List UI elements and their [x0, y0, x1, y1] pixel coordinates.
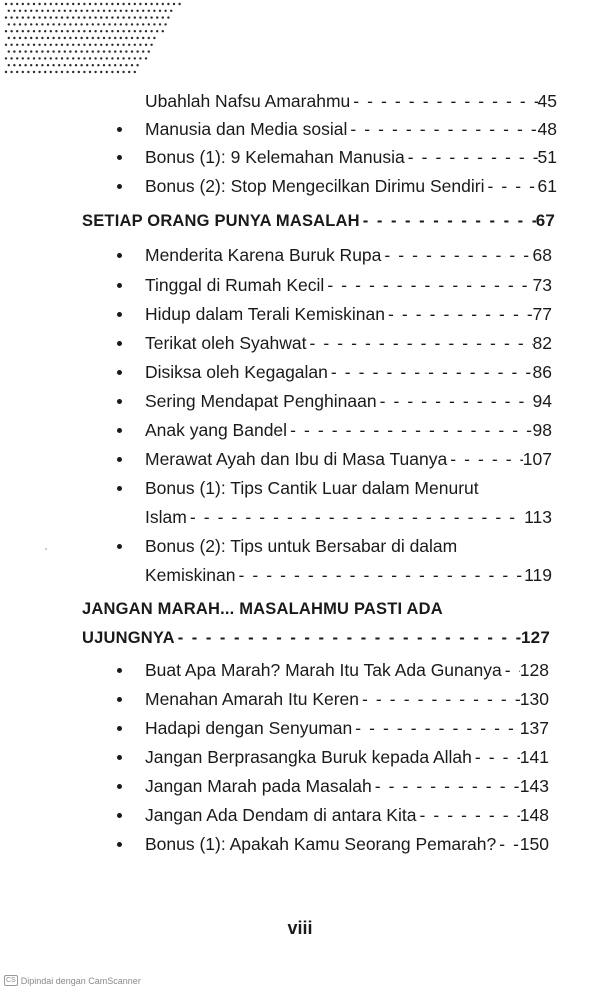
toc-entry-title: Tinggal di Rumah Kecil [145, 275, 325, 295]
toc-entry-title: Bonus (1): Apakah Kamu Seorang Pemarah? [145, 834, 497, 854]
bullet-icon [117, 127, 122, 132]
section-heading[interactable] [82, 210, 555, 232]
toc-entry-title: Terikat oleh Syahwat [145, 333, 307, 353]
bullet-icon [117, 784, 122, 789]
dot-leader [360, 210, 536, 232]
toc-entry-title[interactable]: Bonus (1): Tips Cantik Luar dalam Menurut [145, 478, 479, 498]
toc-entry-title: Jangan Ada Dendam di antara Kita [145, 805, 417, 825]
bullet-icon [117, 697, 122, 702]
bullet-icon [117, 283, 122, 288]
scanner-watermark [4, 975, 141, 986]
toc-entry-title: Merawat Ayah dan Ibu di Masa Tuanya [145, 449, 448, 469]
toc-entry-title: Anak yang Bandel [145, 420, 288, 440]
toc-entry-page: 98 [532, 420, 552, 440]
toc-entry-title: Bonus (2): Stop Mengecilkan Dirimu Sendiri [145, 176, 485, 196]
dot-leader [502, 659, 520, 681]
toc-entry[interactable] [145, 244, 552, 266]
bullet-icon [117, 370, 122, 375]
dot-leader [405, 146, 538, 168]
toc-entry[interactable] [145, 448, 552, 470]
toc-entry-continuation[interactable] [145, 506, 552, 528]
dot-leader [235, 564, 524, 586]
toc-entry[interactable] [145, 361, 552, 383]
toc-entry[interactable] [145, 303, 552, 325]
bullet-icon [117, 755, 122, 760]
dot-leader [175, 627, 521, 649]
toc-entry-title: Bonus (1): 9 Kelemahan Manusia [145, 147, 405, 167]
toc-entry[interactable] [145, 419, 552, 441]
toc-entry-page: 143 [519, 776, 549, 796]
toc-entry-title: Menderita Karena Buruk Rupa [145, 245, 382, 265]
bullet-icon [117, 486, 122, 491]
toc-entry-continuation[interactable] [145, 564, 552, 586]
dot-leader [350, 90, 537, 112]
dot-leader [372, 775, 520, 797]
toc-entry[interactable] [145, 274, 552, 296]
toc-entry-page: 150 [519, 834, 549, 854]
toc-entry-page: 148 [519, 805, 549, 825]
dot-leader [385, 303, 533, 325]
section-page: 127 [521, 628, 550, 647]
toc-entry-title: Manusia dan Media sosial [145, 119, 348, 139]
toc-entry-title: Sering Mendapat Penghinaan [145, 391, 377, 411]
bullet-icon [117, 155, 122, 160]
toc-entry[interactable] [145, 118, 557, 140]
scan-speck [45, 548, 47, 550]
toc-entry-page: 68 [532, 245, 552, 265]
toc-entry-title: Jangan Marah pada Masalah [145, 776, 372, 796]
toc-entry[interactable] [145, 659, 549, 681]
dot-leader [496, 833, 520, 855]
toc-entry-page: 141 [519, 747, 549, 767]
toc-entry-title: Disiksa oleh Kegagalan [145, 362, 328, 382]
page-number: viii [287, 918, 313, 938]
decorative-dot-pattern [0, 0, 190, 80]
toc-entry[interactable] [145, 804, 549, 826]
toc-entry-page: 107 [522, 449, 552, 469]
bullet-icon [117, 253, 122, 258]
toc-entry-page: 119 [524, 565, 552, 585]
toc-entry-page: 45 [537, 91, 557, 111]
bullet-icon [117, 428, 122, 433]
dot-leader [287, 419, 532, 441]
toc-entry-page: 73 [532, 275, 552, 295]
toc-entry[interactable] [145, 146, 557, 168]
bullet-icon [117, 813, 122, 818]
dot-leader [381, 244, 532, 266]
dot-leader [306, 332, 532, 354]
bullet-icon [117, 399, 122, 404]
bullet-icon [117, 726, 122, 731]
dot-leader [187, 506, 524, 528]
dot-leader [447, 448, 523, 470]
bullet-icon [117, 668, 122, 673]
toc-entry[interactable] [145, 833, 549, 855]
dot-leader [484, 175, 537, 197]
toc-entry[interactable] [145, 717, 549, 739]
dot-leader [359, 688, 520, 710]
toc-entry-page: 77 [532, 304, 552, 324]
toc-entry-page: 48 [537, 119, 557, 139]
camscanner-logo-icon: CS [6, 977, 16, 984]
dot-leader [377, 390, 533, 412]
toc-entry-page: 130 [519, 689, 549, 709]
toc-entry-title: Ubahlah Nafsu Amarahmu [145, 91, 351, 111]
toc-entry[interactable] [145, 332, 552, 354]
toc-entry[interactable] [145, 175, 557, 197]
dot-leader [347, 118, 537, 140]
toc-entry-page: 86 [532, 362, 552, 382]
bullet-icon [117, 312, 122, 317]
bullet-icon [117, 184, 122, 189]
toc-entry-title: Hidup dalam Terali Kemiskinan [145, 304, 385, 324]
dot-leader [352, 717, 520, 739]
toc-entry-title-continuation: Kemiskinan [145, 565, 236, 585]
toc-entry-page: 94 [532, 391, 552, 411]
dot-leader [328, 361, 533, 383]
toc-entry-title[interactable]: Bonus (2): Tips untuk Bersabar di dalam [145, 536, 458, 556]
toc-entry-title: Buat Apa Marah? Marah Itu Tak Ada Gunanya [145, 660, 502, 680]
toc-entry-page: 113 [524, 507, 552, 527]
toc-entry-title: Hadapi dengan Senyuman [145, 718, 353, 738]
toc-entry[interactable] [145, 688, 549, 710]
toc-entry[interactable] [145, 390, 552, 412]
dot-leader [416, 804, 519, 826]
toc-entry[interactable] [145, 746, 549, 768]
scanner-watermark-text: Dipindai dengan CamScanner [20, 975, 141, 986]
section-heading[interactable] [82, 627, 550, 649]
bullet-icon [117, 842, 122, 847]
bullet-icon [117, 544, 122, 549]
toc-entry-page: 61 [537, 176, 557, 196]
toc-entry[interactable] [145, 775, 549, 797]
toc-entry[interactable] [145, 90, 557, 112]
toc-entry-page: 51 [537, 147, 557, 167]
section-title: SETIAP ORANG PUNYA MASALAH [82, 212, 360, 230]
section-title-continuation: UJUNGNYA [82, 629, 175, 647]
toc-entry-title: Jangan Berprasangka Buruk kepada Allah [145, 747, 472, 767]
section-page: 67 [535, 211, 555, 230]
bullet-icon [117, 457, 122, 462]
toc-entry-title: Menahan Amarah Itu Keren [145, 689, 360, 709]
toc-entry-title-continuation: Islam [145, 507, 187, 527]
dot-leader [324, 274, 532, 296]
toc-entry-page: 137 [519, 718, 549, 738]
bullet-icon [117, 341, 122, 346]
toc-entry-page: 82 [532, 333, 552, 353]
dot-leader [472, 746, 520, 768]
section-title[interactable]: JANGAN MARAH... MASALAHMU PASTI ADA [82, 600, 443, 618]
toc-entry-page: 128 [519, 660, 549, 680]
